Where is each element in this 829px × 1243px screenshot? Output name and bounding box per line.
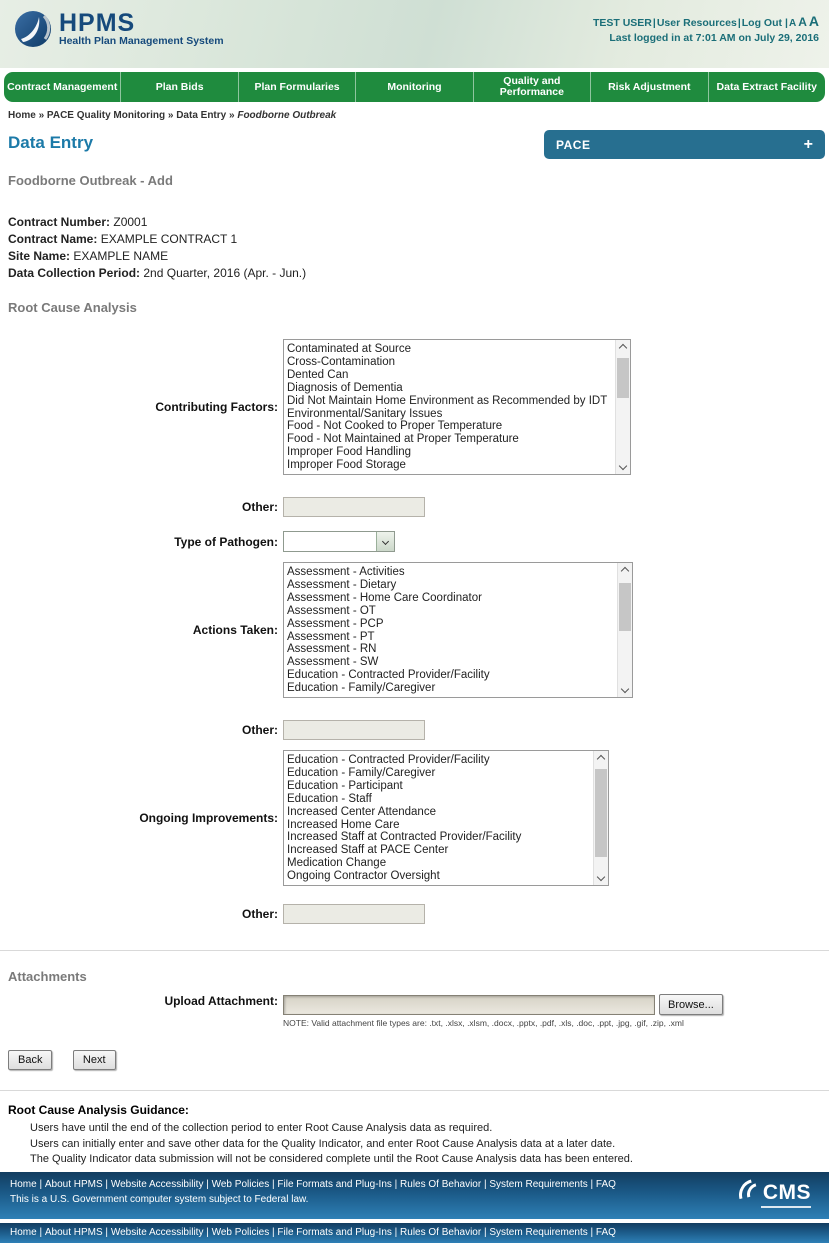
- scroll-up-icon[interactable]: [621, 567, 629, 575]
- file-path-field[interactable]: [283, 995, 655, 1015]
- scroll-down-icon[interactable]: [621, 685, 629, 693]
- scrollbar[interactable]: [617, 563, 632, 697]
- other-input-3[interactable]: [283, 904, 425, 924]
- list-option[interactable]: Did Not Maintain Home Environment as Recommended by IDT: [287, 394, 608, 407]
- footer-link[interactable]: | About HPMS: [37, 1179, 103, 1190]
- footer-link[interactable]: | Rules Of Behavior: [392, 1227, 481, 1238]
- breadcrumb-item[interactable]: » Foodborne Outbreak: [226, 110, 336, 121]
- footer-link[interactable]: | File Formats and Plug-Ins: [269, 1227, 392, 1238]
- user-bar: [593, 13, 819, 44]
- list-option[interactable]: Assessment - Dietary: [287, 578, 397, 591]
- expand-plus-icon[interactable]: +: [803, 135, 813, 153]
- text-size-button[interactable]: A: [808, 13, 819, 29]
- guidance-line: Users have until the end of the collection period to enter Root Cause Analysis data as required.: [30, 1122, 493, 1134]
- nav-item[interactable]: Risk Adjustment: [590, 72, 707, 102]
- footer-link[interactable]: | About HPMS: [37, 1227, 103, 1238]
- scrollbar-thumb[interactable]: [617, 358, 629, 398]
- guidance-line: Users can initially enter and save other data for the Quality Indicator, and enter Root Cause Analysis data at a later date.: [30, 1137, 616, 1150]
- footer: [0, 1172, 829, 1219]
- footer-link[interactable]: | Website Accessibility: [103, 1179, 204, 1190]
- pathogen-select[interactable]: [283, 531, 395, 552]
- guidance-divider: [0, 1090, 829, 1091]
- list-option[interactable]: Increased Staff at PACE Center: [287, 844, 449, 857]
- pathogen-label: Type of Pathogen:: [174, 534, 278, 549]
- cms-logo: [739, 1178, 813, 1212]
- contributing-factors-listbox[interactable]: [283, 339, 631, 475]
- scroll-up-icon[interactable]: [597, 755, 605, 763]
- file-types-note: NOTE: Valid attachment file types are: .txt, .xlsx, .xlsm, .docx, .pptx, .pdf, .xls, .doc, .ppt, .jpg, .gif, .zip, .xml: [283, 1018, 684, 1028]
- contract-info-row: Contract Number: Z0001: [8, 215, 148, 229]
- list-option[interactable]: Increased Center Attendance: [287, 805, 436, 818]
- dropdown-arrow-icon[interactable]: [376, 532, 394, 551]
- footer-area: [0, 1172, 829, 1243]
- list-option[interactable]: Increased Staff at Contracted Provider/Facility: [287, 831, 522, 844]
- list-option[interactable]: Education - Contracted Provider/Facility: [287, 669, 490, 682]
- page-subtitle: Foodborne Outbreak - Add: [8, 173, 173, 188]
- list-option[interactable]: Assessment - OT: [287, 604, 376, 617]
- footer-link[interactable]: | System Requirements: [481, 1179, 588, 1190]
- actions-taken-listbox[interactable]: [283, 562, 633, 698]
- scroll-down-icon[interactable]: [619, 462, 627, 470]
- actions-taken-label: Actions Taken:: [192, 623, 278, 637]
- list-option[interactable]: Education - Family/Caregiver: [287, 682, 436, 695]
- attachments-heading: Attachments: [8, 969, 87, 984]
- list-option[interactable]: Food - Not Maintained at Proper Temperature: [287, 433, 519, 446]
- scroll-down-icon[interactable]: [597, 873, 605, 881]
- list-option[interactable]: Assessment - PT: [287, 630, 375, 643]
- breadcrumb-item[interactable]: » PACE Quality Monitoring: [36, 110, 165, 121]
- back-button[interactable]: Back: [8, 1050, 52, 1070]
- footer-statement: This is a U.S. Government computer system subject to Federal law.: [10, 1194, 309, 1205]
- breadcrumb: [8, 110, 829, 121]
- footer-links: [10, 1179, 819, 1190]
- scrollbar[interactable]: [593, 751, 608, 885]
- upload-attachment-label: Upload Attachment:: [164, 994, 278, 1008]
- nav-item[interactable]: Contract Management: [7, 80, 118, 93]
- list-option[interactable]: Assessment - Activities: [287, 566, 405, 578]
- nav-item[interactable]: Plan Formularies: [238, 72, 355, 102]
- list-option[interactable]: Assessment - RN: [287, 643, 377, 656]
- nav-item[interactable]: Quality and Performance: [473, 72, 590, 102]
- section-divider: [0, 950, 829, 951]
- contract-info-row: Data Collection Period: 2nd Quarter, 2016 (Apr. - Jun.): [8, 266, 307, 280]
- page-title: Data Entry: [8, 133, 94, 152]
- footer-link[interactable]: | Website Accessibility: [103, 1227, 204, 1238]
- form-actions: [8, 1050, 829, 1070]
- next-button[interactable]: Next: [73, 1050, 116, 1070]
- guidance-line: The Quality Indicator data submission will not be considered complete until the Root Cause Analysis data has been entered.: [30, 1153, 633, 1165]
- user-name: TEST USER: [592, 17, 652, 29]
- scroll-up-icon[interactable]: [619, 344, 627, 352]
- footer-link[interactable]: | FAQ: [588, 1227, 616, 1238]
- scrollbar[interactable]: [615, 340, 630, 474]
- footer-links: [10, 1227, 819, 1238]
- hpms-globe-icon: [14, 10, 52, 48]
- contributing-factors-label: Contributing Factors:: [155, 400, 278, 414]
- list-option[interactable]: Dented Can: [287, 368, 349, 381]
- list-option[interactable]: Education - Staff: [287, 792, 372, 805]
- cms-logo-text: CMS: [762, 1181, 811, 1204]
- footer-link[interactable]: Home: [10, 1227, 37, 1238]
- scrollbar-thumb[interactable]: [595, 769, 607, 857]
- list-option[interactable]: Assessment - Home Care Coordinator: [287, 591, 482, 604]
- footer-link[interactable]: | FAQ: [588, 1179, 616, 1190]
- pace-accordion-bar[interactable]: [544, 130, 825, 159]
- contract-info-row: Contract Name: EXAMPLE CONTRACT 1: [8, 232, 238, 246]
- scrollbar-thumb[interactable]: [619, 583, 631, 631]
- guidance-lines: [30, 1121, 829, 1168]
- list-option[interactable]: Education - Participant: [287, 779, 403, 792]
- list-option[interactable]: Cross-Contamination: [287, 355, 396, 368]
- ongoing-improvements-listbox[interactable]: [283, 750, 609, 886]
- other-label-3: Other:: [242, 907, 278, 921]
- guidance-heading: Root Cause Analysis Guidance:: [8, 1103, 189, 1117]
- footer-link[interactable]: | File Formats and Plug-Ins: [269, 1179, 392, 1190]
- list-option[interactable]: Food - Not Cooked to Proper Temperature: [287, 420, 503, 433]
- text-size-button[interactable]: | A: [784, 18, 796, 29]
- breadcrumb-item[interactable]: » Data Entry: [165, 110, 226, 121]
- logo-tagline: Health Plan Management System: [59, 35, 224, 47]
- user-bar-link[interactable]: | Log Out: [737, 17, 782, 29]
- footer-link[interactable]: | System Requirements: [481, 1227, 588, 1238]
- user-bar-link[interactable]: | User Resources: [652, 17, 737, 29]
- page-header: [0, 0, 829, 68]
- text-size-button[interactable]: A: [798, 15, 807, 29]
- contract-info: [8, 214, 829, 282]
- main-nav: [4, 72, 825, 102]
- nav-item[interactable]: Monitoring: [355, 72, 472, 102]
- list-option[interactable]: Assessment - PCP: [287, 617, 384, 630]
- other-input-2[interactable]: [283, 720, 425, 740]
- list-option[interactable]: Medication Change: [287, 857, 387, 870]
- list-option[interactable]: Assessment - SW: [287, 656, 379, 669]
- list-option[interactable]: Contaminated at Source: [287, 343, 412, 355]
- footer-link[interactable]: | Web Policies: [203, 1227, 269, 1238]
- list-option[interactable]: Education - Contracted Provider/Facility: [287, 754, 490, 766]
- list-option[interactable]: Education - Family/Caregiver: [287, 766, 436, 779]
- footer-link[interactable]: | Web Policies: [203, 1179, 269, 1190]
- last-login-text: Last logged in at 7:01 AM on July 29, 2016: [609, 32, 819, 44]
- list-option[interactable]: Ongoing Contractor Oversight: [287, 870, 440, 883]
- ongoing-improvements-label: Ongoing Improvements:: [139, 811, 278, 825]
- other-input-1[interactable]: [283, 497, 425, 517]
- list-option[interactable]: Increased Home Care: [287, 818, 400, 831]
- root-cause-heading: Root Cause Analysis: [8, 300, 137, 315]
- other-label-2: Other:: [242, 723, 278, 737]
- list-option[interactable]: Improper Food Storage: [287, 459, 406, 472]
- other-label-1: Other:: [242, 500, 278, 514]
- logo-abbr: HPMS: [59, 9, 136, 37]
- footer-link[interactable]: Home: [10, 1179, 37, 1190]
- pace-label: PACE: [556, 137, 591, 152]
- breadcrumb-item[interactable]: Home: [8, 110, 36, 121]
- list-option[interactable]: Improper Food Handling: [287, 446, 412, 459]
- contract-info-row: Site Name: EXAMPLE NAME: [8, 249, 169, 263]
- list-option[interactable]: Environmental/Sanitary Issues: [287, 407, 443, 420]
- footer-repeat-clipped: [0, 1223, 829, 1243]
- footer-link[interactable]: | Rules Of Behavior: [392, 1179, 481, 1190]
- browse-button[interactable]: Browse...: [659, 994, 723, 1015]
- nav-item[interactable]: Plan Bids: [120, 72, 237, 102]
- nav-item[interactable]: Data Extract Facility: [708, 72, 825, 102]
- list-option[interactable]: Diagnosis of Dementia: [287, 381, 403, 394]
